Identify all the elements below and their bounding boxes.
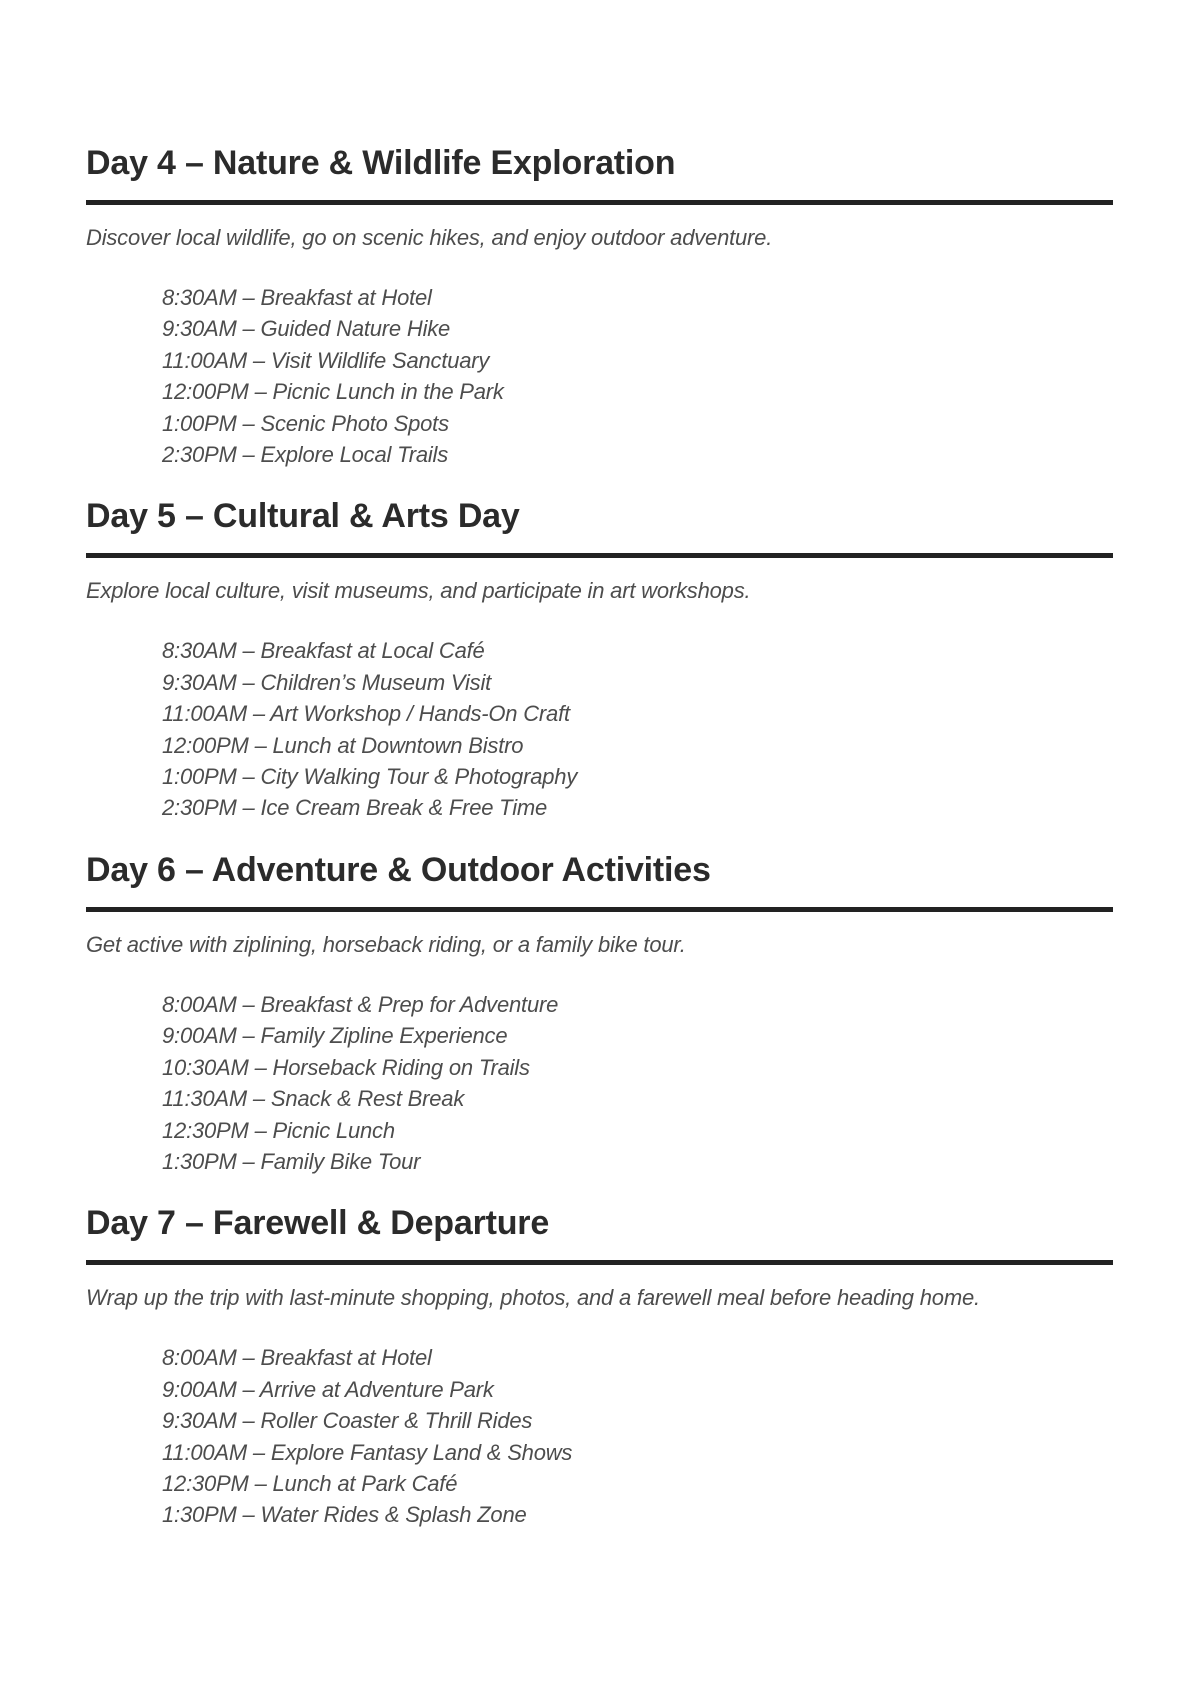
schedule-list xyxy=(162,282,1113,470)
schedule-list xyxy=(162,1342,1113,1530)
schedule-item: 12:00PM – Picnic Lunch in the Park xyxy=(162,379,504,405)
schedule-item: 12:30PM – Picnic Lunch xyxy=(162,1117,395,1143)
schedule-item: 12:00PM – Lunch at Downtown Bistro xyxy=(162,732,524,758)
day-description: Get active with ziplining, horseback riding, or a family bike tour. xyxy=(86,931,686,957)
schedule-item: 9:00AM – Family Zipline Experience xyxy=(162,1023,508,1049)
schedule-item: 8:30AM – Breakfast at Local Café xyxy=(162,638,485,664)
day-section xyxy=(86,498,1113,823)
schedule-item: 9:00AM – Arrive at Adventure Park xyxy=(162,1376,494,1402)
schedule-item: 1:30PM – Family Bike Tour xyxy=(162,1148,421,1174)
schedule-item: 2:30PM – Ice Cream Break & Free Time xyxy=(162,795,548,821)
section-divider xyxy=(86,553,1113,558)
itinerary-sections xyxy=(86,145,1113,1531)
schedule-item: 8:00AM – Breakfast & Prep for Adventure xyxy=(162,991,559,1017)
schedule-item: 9:30AM – Roller Coaster & Thrill Rides xyxy=(162,1408,533,1434)
day-heading: Day 4 – Nature & Wildlife Exploration xyxy=(86,144,676,182)
schedule-item: 2:30PM – Explore Local Trails xyxy=(162,442,449,468)
schedule-item: 1:00PM – City Walking Tour & Photography xyxy=(162,764,578,790)
schedule-item: 11:00AM – Visit Wildlife Sanctuary xyxy=(162,347,490,373)
schedule-item: 8:00AM – Breakfast at Hotel xyxy=(162,1345,432,1371)
schedule-item: 9:30AM – Guided Nature Hike xyxy=(162,316,451,342)
schedule-item: 11:00AM – Explore Fantasy Land & Shows xyxy=(162,1439,573,1465)
schedule-item: 1:30PM – Water Rides & Splash Zone xyxy=(162,1502,527,1528)
schedule-list xyxy=(162,635,1113,823)
day-heading: Day 6 – Adventure & Outdoor Activities xyxy=(86,850,711,889)
schedule-item: 11:00AM – Art Workshop / Hands-On Craft xyxy=(162,701,570,727)
day-heading: Day 5 – Cultural & Arts Day xyxy=(86,497,520,536)
day-description: Wrap up the trip with last-minute shopping, photos, and a farewell meal before heading home. xyxy=(86,1285,980,1311)
schedule-list xyxy=(162,989,1113,1177)
day-description: Discover local wildlife, go on scenic hikes, and enjoy outdoor adventure. xyxy=(86,225,773,250)
schedule-item: 11:30AM – Snack & Rest Break xyxy=(162,1086,465,1112)
section-divider xyxy=(86,907,1113,912)
section-divider xyxy=(86,1260,1113,1265)
schedule-item: 12:30PM – Lunch at Park Café xyxy=(162,1470,458,1496)
schedule-item: 10:30AM – Horseback Riding on Trails xyxy=(162,1054,530,1080)
schedule-item: 9:30AM – Children’s Museum Visit xyxy=(162,669,492,695)
day-section xyxy=(86,852,1113,1177)
day-section xyxy=(86,1205,1113,1530)
schedule-item: 1:00PM – Scenic Photo Spots xyxy=(162,410,449,436)
day-section xyxy=(86,145,1113,470)
day-description: Explore local culture, visit museums, and participate in art workshops. xyxy=(86,578,751,604)
schedule-item: 8:30AM – Breakfast at Hotel xyxy=(162,285,432,310)
section-divider xyxy=(86,200,1113,205)
day-heading: Day 7 – Farewell & Departure xyxy=(86,1204,550,1243)
